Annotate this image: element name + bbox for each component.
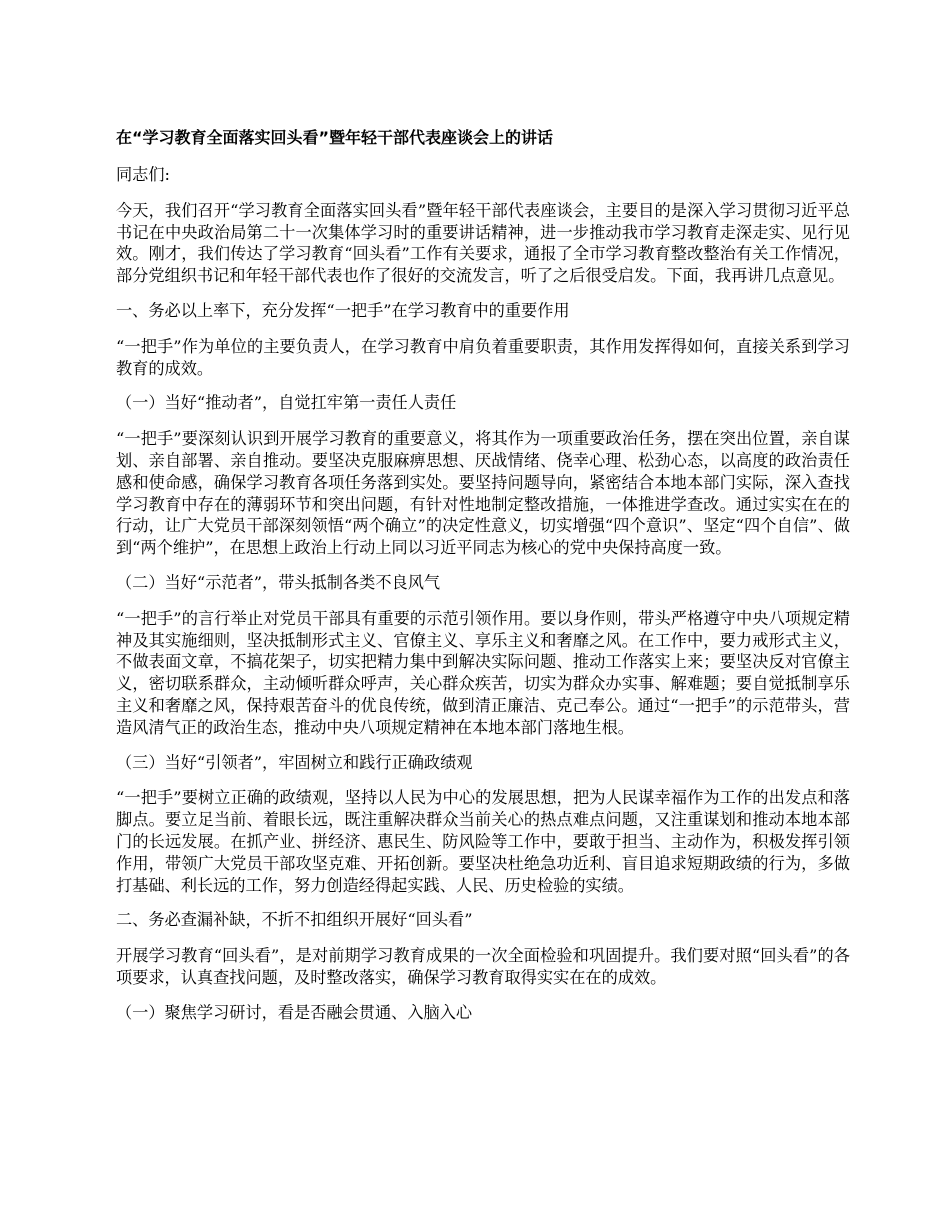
intro-paragraph: 今天，我们召开“学习教育全面落实回头看”暨年轻干部代表座谈会，主要目的是深入学习贯彻习近平总书记在中央政治局第二十一次集体学习时的重要讲话精神，进一步推动我市学习教育走深走实、见行见效。刚才，我们传达了学习教育“回头看”工作有关要求，通报了全市学习教育整改整治有关工作情况，部分党组织书记和年轻干部代表也作了很好的交流发言，听了之后很受启发。下面，我再讲几点意见。 <box>116 200 850 286</box>
body-paragraph-1-2: “一把手”的言行举止对党员干部具有重要的示范引领作用。要以身作则，带头严格遵守中央八项规定精神及其实施细则，坚决抵制形式主义、官僚主义、享乐主义和奢靡之风。在工作中，要力戒形式主义，不做表面文章，不搞花架子，切实把精力集中到解决实际问题、推动工作落实上来；要坚决反对官僚主义，密切联系群众，主动倾听群众呼声，关心群众疾苦，切实为群众办实事、解难题；要自觉抵制享乐主义和奢靡之风，保持艰苦奋斗的优良传统，做到清正廉洁、克己奉公。通过“一把手”的示范带头，营造风清气正的政治生态，推动中央八项规定精神在本地本部门落地生根。 <box>116 608 850 737</box>
subheading-1-3: （三）当好“引领者”，牢固树立和践行正确政绩观 <box>116 752 473 772</box>
body-paragraph-1-1: “一把手”要深刻认识到开展学习教育的重要意义，将其作为一项重要政治任务，摆在突出位置，亲自谋划、亲自部署、亲自推动。要坚决克服麻痹思想、厌战情绪、侥幸心理、松劲心态，以高度的政治责任感和使命感，确保学习教育各项任务落到实处。要坚持问题导向，紧密结合本地本部门实际，深入查找学习教育中存在的薄弱环节和突出问题，有针对性地制定整改措施，一体推进学查改。通过实实在在的行动，让广大党员干部深刻领悟“两个确立”的决定性意义，切实增强“四个意识”、坚定“四个自信”、做到“两个维护”，在思想上政治上行动上同以习近平同志为核心的党中央保持高度一致。 <box>116 429 850 558</box>
subheading-1-1: （一）当好“推动者”，自觉扛牢第一责任人责任 <box>116 393 457 413</box>
body-paragraph-1-3: “一把手”要树立正确的政绩观，坚持以人民为中心的发展思想，把为人民谋幸福作为工作的出发点和落脚点。要立足当前、着眼长远，既注重解决群众当前关心的热点难点问题，又注重谋划和推动本地本部门的长远发展。在抓产业、拼经济、惠民生、防风险等工作中，要敢于担当、主动作为，积极发挥引领作用，带领广大党员干部攻坚克难、开拓创新。要坚决杜绝急功近利、盲目追求短期政绩的行为，多做打基础、利长远的工作，努力创造经得起实践、人民、历史检验的实绩。 <box>116 788 850 895</box>
subheading-1-2: （二）当好“示范者”，带头抵制各类不良风气 <box>116 572 441 592</box>
document-title: 在“学习教育全面落实回头看”暨年轻干部代表座谈会上的讲话 <box>116 128 554 147</box>
section-1-intro-paragraph: “一把手”作为单位的主要负责人，在学习教育中肩负着重要职责，其作用发挥得如何，直接关系到学习教育的成效。 <box>116 336 850 378</box>
document-page <box>116 126 850 1038</box>
section-heading-1: 一、务必以上率下，充分发挥“一把手”在学习教育中的重要作用 <box>116 300 570 320</box>
section-2-intro-paragraph: 开展学习教育“回头看”，是对前期学习教育成果的一次全面检验和巩固提升。我们要对照“回头看”的各项要求，认真查找问题，及时整改落实，确保学习教育取得实实在在的成效。 <box>116 946 850 987</box>
section-heading-2: 二、务必查漏补缺，不折不扣组织开展好“回头看” <box>116 910 473 930</box>
subheading-2-1: （一）聚焦学习研讨，看是否融会贯通、入脑入心 <box>116 1002 473 1022</box>
salutation: 同志们: <box>116 165 171 184</box>
